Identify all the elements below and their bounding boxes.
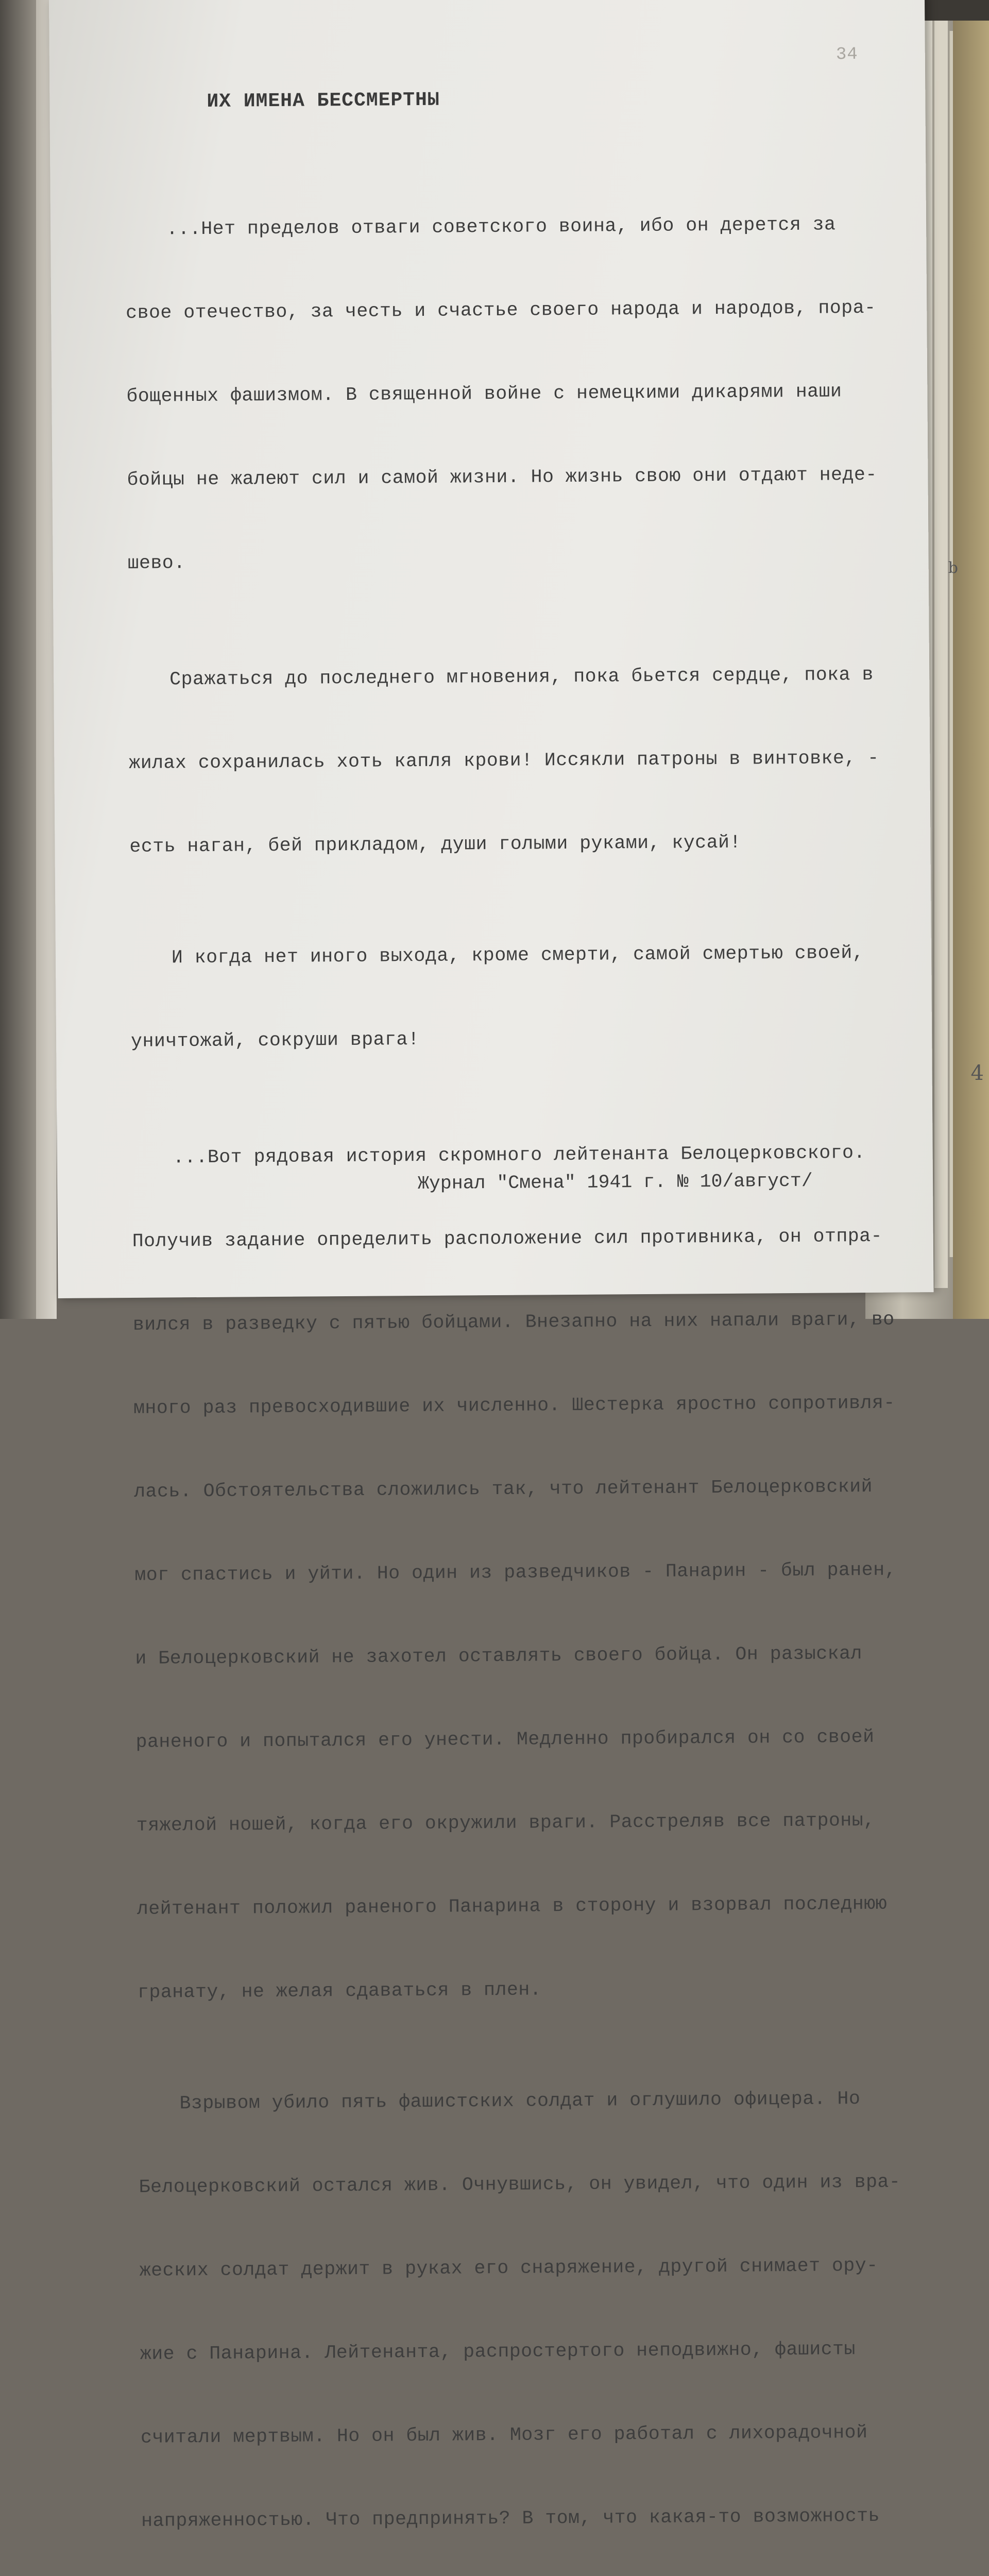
text-line: лейтенант положил раненого Панарина в сторону и взорвал последнюю	[137, 1893, 888, 1920]
text-line: Получив задание определить расположение сил противника, он отпра-	[132, 1225, 883, 1252]
text-line: жеских солдат держит в руках его снаряжение, другой снимает ору-	[139, 2255, 878, 2281]
text-line: вился в разведку с пятью бойцами. Внезапно на них напали враги, во	[132, 1309, 895, 1335]
text-line: жилах сохранилась хоть капля крови! Иссякли патроны в винтовке, -	[129, 747, 879, 774]
text-line: и Белоцерковский не захотел оставлять своего бойца. Он разыскал	[135, 1643, 863, 1669]
text-line: мог спастись и уйти. Но один из разведчиков - Панарин - был ранен,	[134, 1559, 897, 1586]
body-text	[125, 127, 900, 2576]
text-line: есть наган, бей прикладом, души голыми руками, кусай!	[129, 832, 741, 857]
text-line: свое отечество, за честь и счастье своего народа и народов, пора-	[126, 297, 876, 324]
text-line: считали мертвым. Но он был жив. Мозг его работал с лихорадочной	[140, 2422, 868, 2448]
text-line: бойцы не жалеют сил и самой жизни. Но жизнь свою они отдают неде-	[127, 464, 877, 490]
typewritten-page	[49, 0, 934, 2532]
text-line: уничтожай, сокруши врага!	[130, 1029, 420, 1052]
margin-annotation: b	[948, 559, 958, 577]
text-line: гранату, не желая сдаваться в плен.	[137, 1979, 542, 2003]
folder-cover-right	[953, 0, 989, 1319]
text-line: Сражаться до последнего мгновения, пока бьется сердце, пока в	[169, 664, 874, 690]
text-line: И когда нет иного выхода, кроме смерти, самой смертью своей,	[171, 942, 864, 969]
text-line: раненого и попытался его унести. Медленно пробирался он со своей	[135, 1726, 875, 1753]
text-line: много раз превосходившие их численно. Шестерка яростно сопротивля-	[133, 1392, 895, 1419]
source-citation: Журнал "Смена" 1941 г. № 10/август/	[417, 1170, 813, 1195]
page-title: ИХ ИМЕНА БЕССМЕРТНЫ	[207, 89, 440, 113]
text-line: ...Вот рядовая история скромного лейтенанта Белоцерковского.	[173, 1142, 866, 1168]
text-line: напряженностью. Что предпринять? В том, что какая-то возможность	[141, 2505, 880, 2532]
text-line: шево.	[127, 552, 185, 574]
margin-annotation: 4	[970, 1061, 984, 1085]
page-number: 34	[835, 45, 858, 65]
text-line: бощенных фашизмом. В священной войне с немецкими дикарями наши	[126, 381, 842, 407]
text-line: лась. Обстоятельства сложились так, что лейтенант Белоцерковский	[134, 1476, 873, 1502]
text-line: тяжелой ношей, когда его окружили враги. Расстреляв все патроны,	[136, 1809, 875, 1836]
text-line: ...Нет пределов отваги советского воина, ибо он дерется за	[166, 214, 836, 240]
text-line: Взрывом убило пять фашистских солдат и оглушило офицера. Но	[179, 2088, 861, 2114]
text-line: жие с Панарина. Лейтенанта, распростертого неподвижно, фашисты	[140, 2338, 856, 2365]
text-line: Белоцерковский остался жив. Очнувшись, он увидел, что один из вра-	[139, 2171, 901, 2198]
stacked-sheet	[933, 21, 948, 1288]
